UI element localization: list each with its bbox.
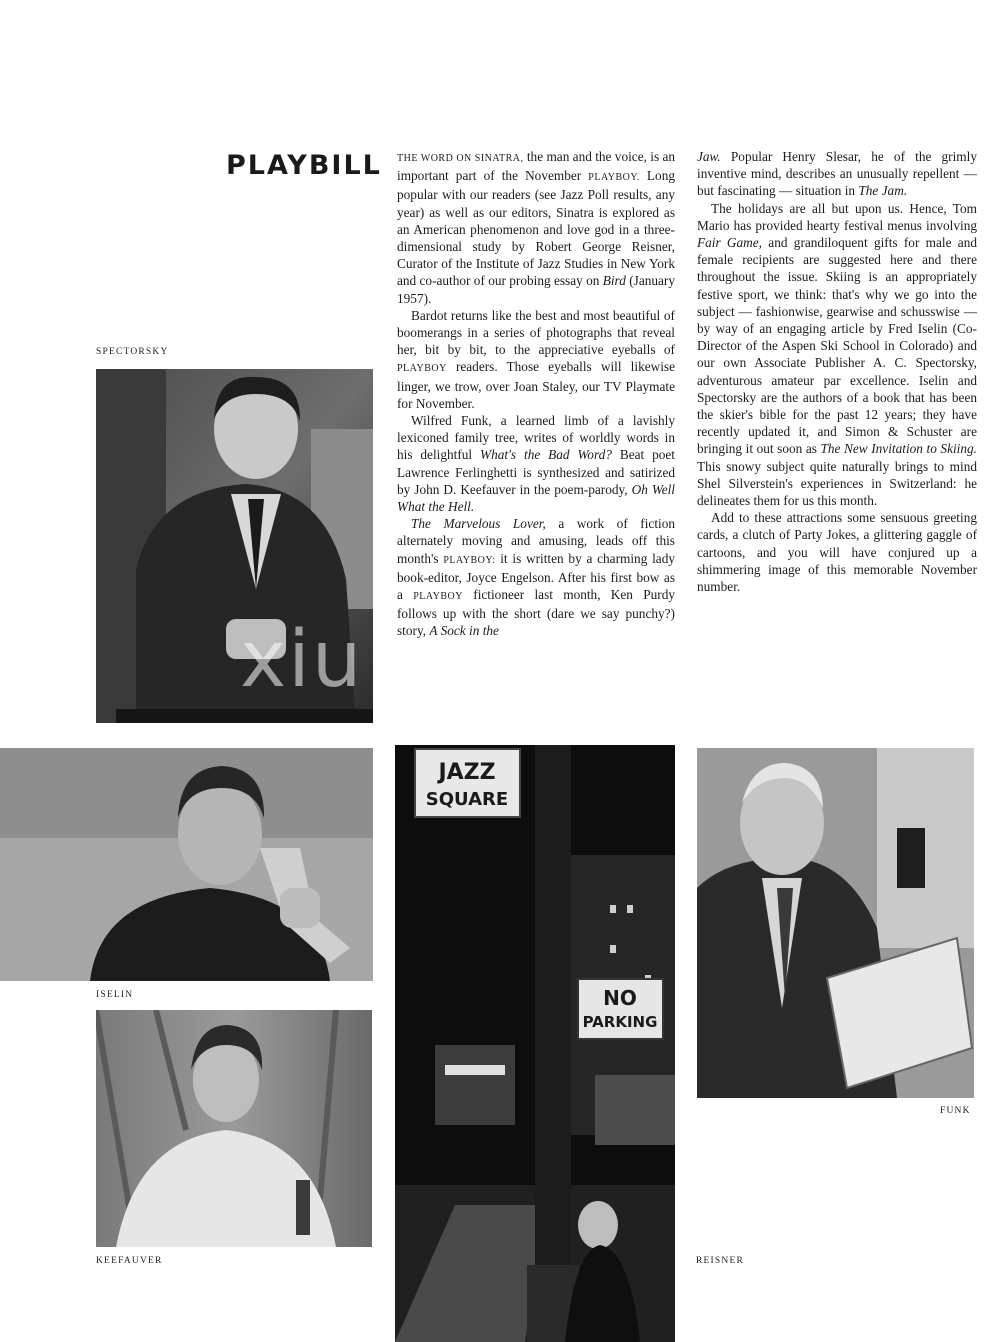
paragraph-attractions: Add to these attractions some sensuous greeting cards, a clutch of Party Jokes, a glittering gaggle of cartoons, and you will have conjured up a shimmering image of this memorable November number. bbox=[697, 510, 977, 595]
caption-reisner: REISNER bbox=[696, 1256, 744, 1266]
caption-funk: FUNK bbox=[940, 1106, 971, 1116]
paragraph-bardot: Bardot returns like the best and most beautiful of boomerangs in a series of photographs that reveal her, bit by bit, to the appreciative eyeballs of PLAYBOY readers. Those eyeballs will likewise linger, we trow, over Joan Staley, our TV Playmate for November. bbox=[397, 307, 675, 411]
page-title: PLAYBILL bbox=[226, 150, 382, 181]
magazine-name: PLAYBOY bbox=[413, 591, 463, 603]
sign-no-line2: PARKING bbox=[582, 1013, 658, 1031]
photo-iselin bbox=[0, 748, 373, 981]
photo-reisner bbox=[395, 745, 675, 1342]
title-sock-jaw: A Sock in the bbox=[429, 623, 499, 639]
magazine-name: PLAYBOY bbox=[397, 363, 447, 375]
title-new-invitation: The New Invitation to Skiing. bbox=[820, 441, 977, 457]
photo-funk bbox=[697, 748, 974, 1098]
paragraph-funk: Wilfred Funk, a learned limb of a lavishly lexiconed family tree, writes of worldly words in his delightful What's the Bad Word? Beat poet Lawrence Ferlinghetti is synthesized and satirized by John D. Keefauver in the poem-parody, Oh Well What the Hell. bbox=[397, 413, 675, 515]
title-marvelous-lover: The Marvelous Lover, bbox=[411, 516, 546, 532]
title-oh-well: Oh Well What the Hell. bbox=[397, 481, 675, 515]
paragraph-holidays: The holidays are all but upon us. Hence, Tom Mario has provided hearty festival menus involving Fair Game, and grandiloquent gifts for male and female recipients are suggested here and there throughout the issue. Skiing is an appropriately festive sport, we think: that's why we go into the subject — fashionwise, gearwise and schusswise — by way of an engaging article by Fred Iselin (Co-Director of the Aspen Ski School in Colorado) and our own Associate Publisher A. C. Spectorsky, adventurous amateur par excellence. Iselin and Spectorsky are the authors of a book that has been the skier's bible for the past 12 years; they have recently updated it, and Simon & Schuster are bringing it out soon as The New Invitation to Skiing. This snowy subject quite naturally brings to mind Shel Silverstein's experiences in Switzerland: he delineates them for us this month. bbox=[697, 200, 977, 509]
paragraph-fiction: The Marvelous Lover, a work of fiction alternately moving and amusing, leads off this month's PLAYBOY: it is written by a charming lady book-editor, Joyce Engelson. After his first bow as a PLAYBOY fictioneer last month, Ken Purdy follows up with the short (dare we say punchy?) story, A Sock in the bbox=[397, 516, 676, 639]
lead-in: THE WORD ON SINATRA, bbox=[397, 153, 524, 164]
caption-keefauver: KEEFAUVER bbox=[96, 1256, 163, 1266]
caption-spectorsky: SPECTORSKY bbox=[96, 347, 169, 357]
magazine-name: PLAYBOY. bbox=[588, 172, 640, 184]
article-column-2 bbox=[697, 148, 977, 595]
paragraph-slesar: Jaw. Popular Henry Slesar, he of the grimly inventive mind, describes an unusually repellent — but fascinating — situation in The Jam. bbox=[697, 149, 977, 199]
title-bird: Bird bbox=[602, 273, 626, 289]
caption-iselin: ISELIN bbox=[96, 990, 134, 1000]
title-fair-game: Fair Game, bbox=[697, 235, 763, 251]
title-bad-word: What's the Bad Word? bbox=[480, 447, 612, 463]
sign-jazz-line2: SQUARE bbox=[425, 789, 509, 810]
article-column-1 bbox=[397, 148, 675, 640]
watermark: xiu bbox=[240, 615, 364, 705]
photo-keefauver bbox=[96, 1010, 372, 1247]
title-the-jam: The Jam. bbox=[858, 183, 908, 199]
sign-no-line1: NO bbox=[603, 986, 637, 1010]
sign-jazz-line1: JAZZ bbox=[438, 760, 496, 785]
paragraph-sinatra: THE WORD ON SINATRA, the man and the voice, is an important part of the November PLAYBOY. Long popular with our readers (see Jazz Poll results, any year) as well as our editors, Sinatra is explored as an American phenomenon and love god in a three-dimensional study by Robert George Reisner, Curator of the Institute of Jazz Studies in New York and co-author of our probing essay on Bird (January 1957). bbox=[397, 149, 676, 306]
magazine-name: PLAYBOY: bbox=[443, 554, 496, 566]
